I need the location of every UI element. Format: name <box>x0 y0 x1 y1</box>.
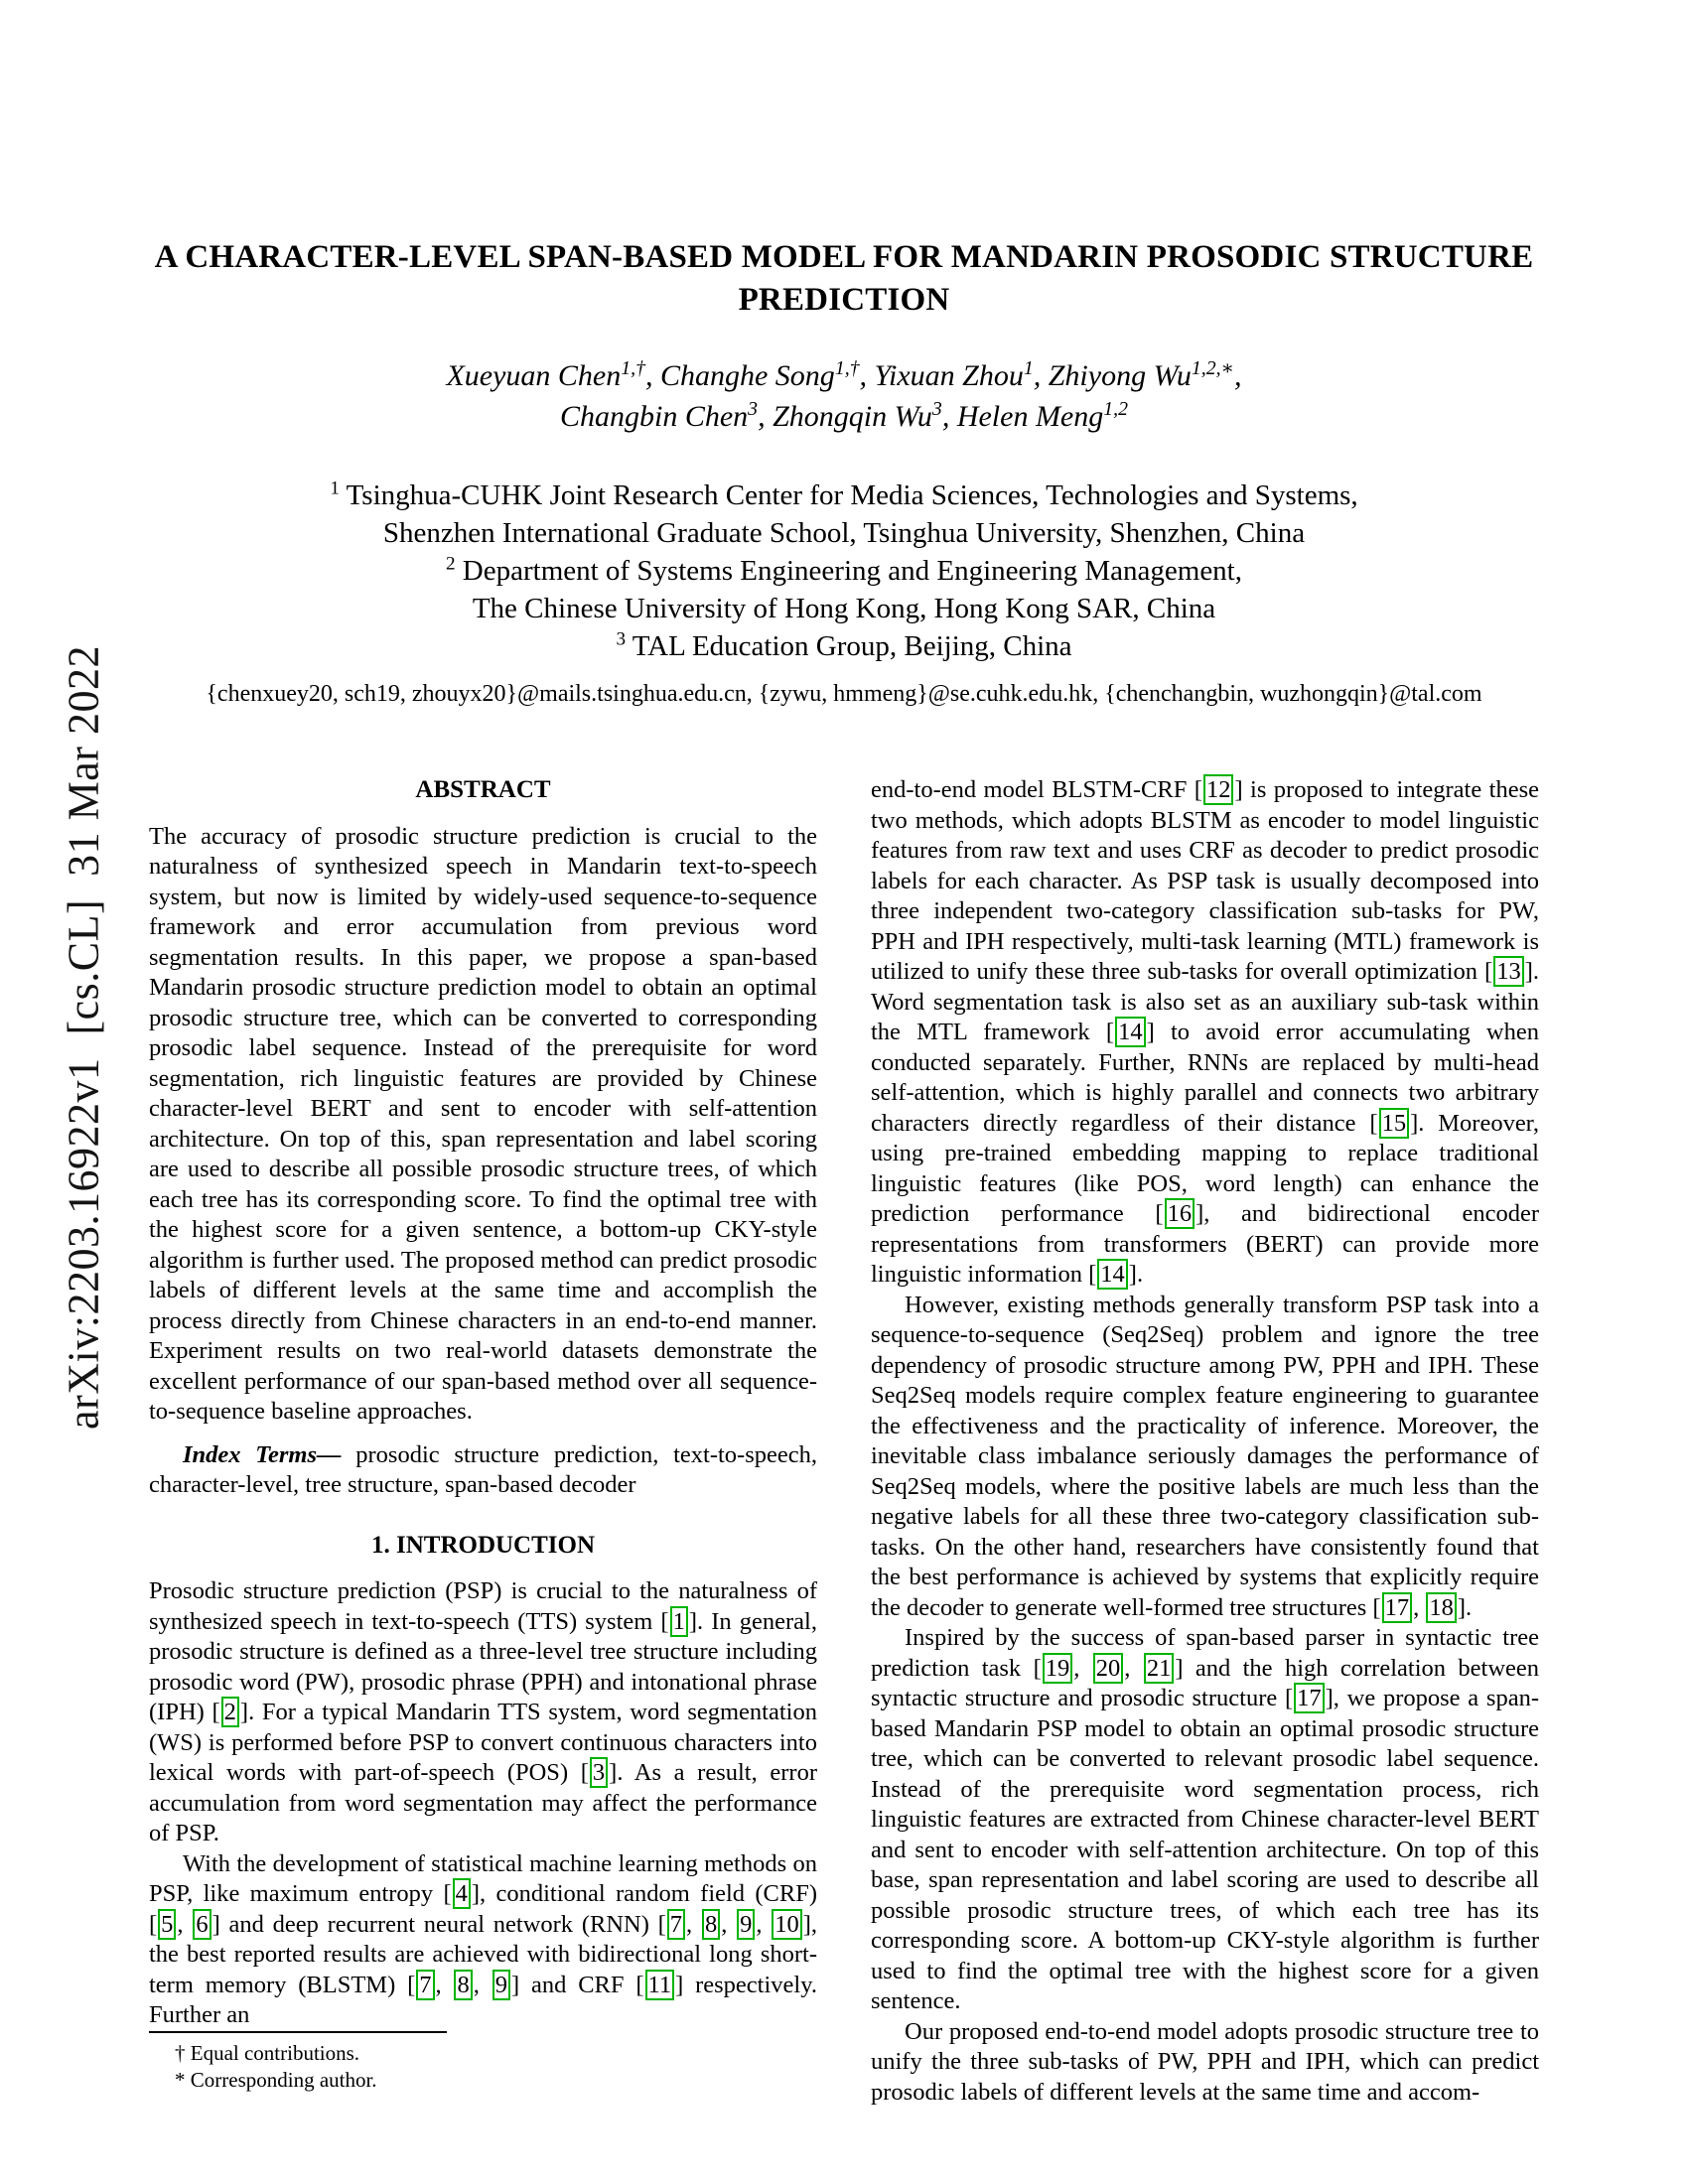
citation-link[interactable]: 1 <box>670 1606 688 1637</box>
author-emails: {chenxuey20, sch19, zhouyx20}@mails.tsinghua.edu.cn, {zywu, hmmeng}@se.cuhk.edu.hk, {chenchangbin, wuzhongqin}@tal.com <box>206 681 1482 707</box>
citation-link[interactable]: 8 <box>454 1970 472 2000</box>
abstract-text: The accuracy of prosodic structure prediction is crucial to the naturalness of synthesized speech in Mandarin text-to-speech system, but now is limited by widely-used sequence-to-sequence framework and error accumulation from previous word segmentation results. In this paper, we propose a span-based Mandarin prosodic structure prediction model to obtain an optimal prosodic structure tree, which can be converted to corresponding prosodic label sequence. Instead of the prerequisite for word segmentation, rich linguistic features are provided by Chinese character-level BERT and sent to encoder with self-attention architecture. On top of this, span representation and label scoring are used to describe all possible prosodic structure trees, of which each tree has its corresponding score. To find the optimal tree with the highest score for a given sentence, a bottom-up CKY-style algorithm is further used. The proposed method can predict prosodic labels of different levels at the same time and accomplish the process directly from Chinese characters in an end-to-end manner. Experiment results on two real-world datasets demonstrate the excellent performance of our span-based method over all sequence-to-sequence baseline approaches. <box>149 822 817 1425</box>
authors-line-2: Changbin Chen$^3$, Zhongqin Wu$^3$, Helen Meng$^{1,2}$ <box>560 398 1128 433</box>
citation-link[interactable]: 8 <box>702 1909 720 1940</box>
right-column <box>871 775 1540 2106</box>
citation-link[interactable]: 7 <box>416 1970 434 2000</box>
footnotes <box>149 2031 817 2100</box>
index-terms-label: Index Terms— <box>183 1440 342 1468</box>
index-terms <box>149 1440 817 1501</box>
citation-link[interactable]: 17 <box>1294 1683 1325 1713</box>
paper-header <box>0 0 1688 708</box>
citation-link[interactable]: 13 <box>1493 956 1524 987</box>
affiliation-line-4: The Chinese University of Hong Kong, Hong Kong SAR, China <box>472 593 1216 624</box>
citation-link[interactable]: 15 <box>1379 1108 1410 1139</box>
abstract-heading: ABSTRACT <box>415 776 551 803</box>
citation-link[interactable]: 4 <box>453 1878 471 1909</box>
two-column-body <box>0 708 1688 2106</box>
citation-link[interactable]: 18 <box>1426 1592 1457 1623</box>
introduction-heading: 1. INTRODUCTION <box>370 1531 596 1559</box>
citation-link[interactable]: 9 <box>737 1909 755 1940</box>
intro-paragraph-1: Prosodic structure prediction (PSP) is crucial to the naturalness of synthesized speech in text-to-speech (TTS) system [ 1 ]. In general, prosodic structure is defined as a three-level tree structure including prosodic word (PW), prosodic phrase (PPH) and intonational phrase (IPH) [ 2 ]. For a typical Mandarin TTS system, word segmentation (WS) is performed before PSP to convert continuous characters into lexical words with part-of-speech (POS) [ 3 ]. As a result, error accumulation from word segmentation may affect the performance of PSP. <box>149 1577 817 1846</box>
index-terms-text: prosodic structure prediction, text-to-speech, character-level, tree structure, span-based decoder <box>149 1440 817 1498</box>
intro-paragraph-5: Our proposed end-to-end model adopts prosodic structure tree to unify the three sub-tasks of PW, PPH and IPH, which can predict prosodic labels of different levels at the same time and accom- <box>871 2017 1539 2106</box>
affiliation-list <box>0 477 1688 665</box>
citation-link[interactable]: 16 <box>1165 1198 1196 1229</box>
paper-title <box>0 236 1688 322</box>
citation-link[interactable]: 10 <box>772 1909 802 1940</box>
citation-link[interactable]: 14 <box>1115 1017 1146 1047</box>
citation-link[interactable]: 5 <box>158 1909 176 1940</box>
affiliation-line-1: $^1$ Tsinghua-CUHK Joint Research Center for Media Sciences, Technologies and Systems, <box>330 478 1358 511</box>
citation-link[interactable]: 9 <box>492 1970 510 2000</box>
affiliation-line-3: $^2$ Department of Systems Engineering and Engineering Management, <box>445 553 1242 587</box>
intro-paragraph-2-continued: end-to-end model BLSTM-CRF [ 12 ] is proposed to integrate these two methods, which adopts BLSTM as encoder to model linguistic features from raw text and uses CRF as decoder to predict prosodic labels for each character. As PSP task is usually decomposed into three independent two-category classification sub-tasks for PW, PPH and IPH respectively, multi-task learning (MTL) framework is utilized to unify these three sub-tasks for overall optimization [ 13 ]. Word segmentation task is also set as an auxiliary sub-task within the MTL framework [ 14 ] to avoid error accumulating when conducted separately. Further, RNNs are replaced by multi-head self-attention, which is highly parallel and connects two arbitrary characters directly regardless of their distance [ 15 ]. Moreover, using pre-trained embedding mapping to replace traditional linguistic features (like POS, word length) can enhance the prediction performance [ 16 ], and bidirectional encoder representations from transformers (BERT) can provide more linguistic information [ 14 ]. <box>871 776 1539 1288</box>
citation-link[interactable]: 3 <box>590 1757 608 1788</box>
citation-link[interactable]: 20 <box>1093 1653 1124 1684</box>
citation-link[interactable]: 21 <box>1144 1653 1175 1684</box>
citation-link[interactable]: 19 <box>1043 1653 1073 1684</box>
intro-paragraph-3: However, existing methods generally transform PSP task into a sequence-to-sequence (Seq2Seq) problem and ignore the tree dependency of prosodic structure among PW, PPH and IPH. These Seq2Seq models require complex feature engineering to guarantee the effectiveness and the practicality of inference. Moreover, the inevitable class imbalance seriously damages the performance of Seq2Seq models, where the positive labels are much less than the negative labels for all these three two-category classification sub-tasks. On the other hand, researchers have consistently found that the best performance is achieved by systems that explicitly require the decoder to generate well-formed tree structures [ 17 , 18 ]. <box>871 1291 1539 1621</box>
footnote-equal-contributions: † Equal contributions. <box>175 2040 360 2065</box>
title-line-2: PREDICTION <box>738 282 950 318</box>
citation-link[interactable]: 12 <box>1203 774 1234 805</box>
affiliation-line-5: $^3$ TAL Education Group, Beijing, China <box>616 628 1072 662</box>
title-line-1: A CHARACTER-LEVEL SPAN-BASED MODEL FOR MANDARIN PROSODIC STRUCTURE <box>154 239 1534 275</box>
intro-paragraph-2: With the development of statistical machine learning methods on PSP, like maximum entropy [ 4 ], conditional random field (CRF) [ 5 , 6 ] and deep recurrent neural network (RNN) [ 7 , 8 , 9 , 10 ], the best reported results are achieved with bidirectional long short-term memory (BLSTM) [ 7 , 8 , 9 ] and CRF [ 11 ] respectively. Further an <box>149 1849 818 2028</box>
left-column <box>149 775 817 2098</box>
footnote-rule <box>149 2031 447 2033</box>
citation-link[interactable]: 17 <box>1382 1592 1413 1623</box>
arxiv-watermark: arXiv:2203.16922v1 [cs.CL] 31 Mar 2022 <box>59 645 108 1430</box>
footnote-corresponding-author: * Corresponding author. <box>175 2067 377 2092</box>
authors-line-1: Xueyuan Chen$^{1,\dagger}$, Changhe Song$^{1,\dagger}$, Yixuan Zhou$^1$, Zhiyong $Wu^{1,2,∗}$, <box>446 357 1242 392</box>
citation-link[interactable]: 2 <box>221 1697 239 1727</box>
citation-link[interactable]: 11 <box>645 1970 675 2000</box>
affiliation-line-2: Shenzhen International Graduate School, Tsinghua University, Shenzhen, China <box>382 517 1306 549</box>
citation-link[interactable]: 7 <box>667 1909 685 1940</box>
citation-link[interactable]: 14 <box>1097 1259 1128 1290</box>
intro-paragraph-4: Inspired by the success of span-based parser in syntactic tree prediction task [ 19 , 20 , 21 ] and the high correlation between syntactic structure and prosodic structure [ 17 ], we propose a span-based Mandarin PSP model to obtain an optimal prosodic structure tree, which can be converted to relevant prosodic label sequence. Instead of the prerequisite word segmentation process, rich linguistic features are extracted from Chinese character-level BERT and sent to encoder with self-attention architecture. On top of this base, span representation and label scoring are used to describe all possible prosodic structure trees, of which each tree has its corresponding score. A bottom-up CKY-style algorithm is further used to find the optimal tree with the highest score for a given sentence. <box>871 1624 1540 2014</box>
author-list <box>0 355 1688 437</box>
citation-link[interactable]: 6 <box>193 1909 211 1940</box>
